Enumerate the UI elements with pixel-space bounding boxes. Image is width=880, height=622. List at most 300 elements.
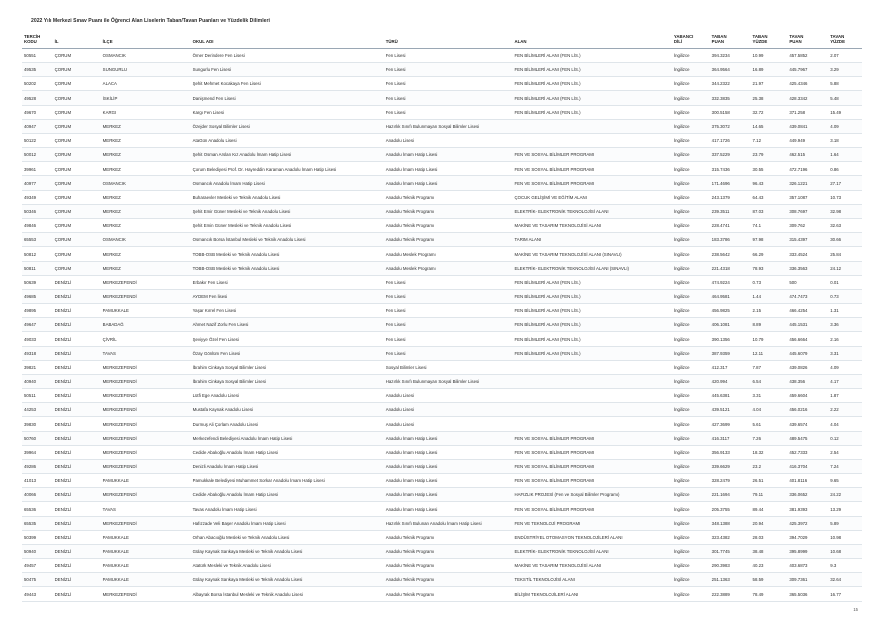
cell-taban-puan: 251.1363 (710, 573, 751, 587)
cell-taban-puan: 301.7745 (710, 544, 751, 558)
cell-turu: Hazırlık Sınıfı Bulunan Anadolu İmam Hatip Lisesi (384, 516, 513, 530)
cell-turu: Anadolu Teknik Programı (384, 190, 513, 204)
cell-il: DENİZLİ (53, 587, 101, 601)
cell-taban-yuzde: 7.26 (751, 431, 788, 445)
table-row (22, 119, 862, 133)
cell-tercih-kodu: 50012 (22, 148, 53, 162)
cell-tavan-puan: 403.6873 (787, 559, 828, 573)
cell-tavan-yuzde: 0.01 (828, 275, 862, 289)
cell-turu: Sosyal Bilimler Lisesi (384, 360, 513, 374)
cell-ilce: MERKEZ (101, 133, 191, 147)
column-header-tavan-yuzde (828, 34, 862, 49)
cell-tavan-puan: 456.0216 (787, 403, 828, 417)
cell-taban-puan: 239.3511 (710, 204, 751, 218)
cell-tavan-yuzde: 5.88 (828, 77, 862, 91)
cell-taban-puan: 222.3889 (710, 587, 751, 601)
cell-alan: TARIM ALANI (512, 233, 671, 247)
cell-okul-adi: Ahmet Nazif Zorlu Fen Lisesi (191, 318, 384, 332)
cell-taban-yuzde: 7.12 (751, 133, 788, 147)
cell-yabanci-dili: İngilizce (672, 233, 710, 247)
cell-ilce: MERKEZ (101, 247, 191, 261)
cell-il: ÇORUM (53, 162, 101, 176)
cell-tavan-puan: 336.3563 (787, 261, 828, 275)
cell-tavan-yuzde: 1.87 (828, 389, 862, 403)
table-row (22, 360, 862, 374)
cell-ilce: TAVAS (101, 502, 191, 516)
cell-il: DENİZLİ (53, 289, 101, 303)
cell-taban-yuzde: 78.49 (751, 587, 788, 601)
cell-turu: Fen Lisesi (384, 77, 513, 91)
cell-taban-yuzde: 74.1 (751, 219, 788, 233)
cell-turu: Anadolu Teknik Programı (384, 233, 513, 247)
cell-yabanci-dili: İngilizce (672, 148, 710, 162)
cell-tavan-puan: 308.7697 (787, 204, 828, 218)
cell-yabanci-dili: İngilizce (672, 559, 710, 573)
cell-ilce: MERKEZEFENDİ (101, 516, 191, 530)
cell-okul-adi: Cedide Abalıoğlu Anadolu İmam Hatip Lisesi (191, 445, 384, 459)
header-line-1: TERCİH (24, 33, 41, 39)
cell-il: DENİZLİ (53, 559, 101, 573)
cell-tercih-kodu: 50122 (22, 133, 53, 147)
cell-ilce: PAMUKKALE (101, 573, 191, 587)
table-row (22, 148, 862, 162)
cell-alan: TEKSTİL TEKNOLOJİSİ ALANI (512, 573, 671, 587)
cell-tavan-puan: 489.5475 (787, 431, 828, 445)
cell-turu: Anadolu Teknik Programı (384, 587, 513, 601)
column-header-taban-yuzde (751, 34, 788, 49)
cell-yabanci-dili: İngilizce (672, 289, 710, 303)
cell-yabanci-dili: İngilizce (672, 275, 710, 289)
cell-okul-adi: Osmancık Anadolu İmam Hatip Lisesi (191, 176, 384, 190)
cell-alan: ELEKTRİK- ELEKTRONİK TEKNOLOJİSİ ALANI (SINAVLI) (512, 261, 671, 275)
cell-turu: Fen Lisesi (384, 318, 513, 332)
cell-taban-puan: 406.1081 (710, 318, 751, 332)
cell-yabanci-dili: İngilizce (672, 48, 710, 62)
table-row (22, 474, 862, 488)
cell-yabanci-dili: İngilizce (672, 63, 710, 77)
cell-ilce: MERKEZEFENDİ (101, 275, 191, 289)
cell-okul-adi: AtaGün Anadolu Lisesi (191, 133, 384, 147)
cell-turu: Anadolu Teknik Programı (384, 559, 513, 573)
cell-taban-puan: 456.9825 (710, 304, 751, 318)
cell-tavan-puan: 445.1531 (787, 318, 828, 332)
cell-ilce: MERKEZ (101, 148, 191, 162)
cell-yabanci-dili: İngilizce (672, 261, 710, 275)
cell-okul-adi: Danişmend Fen Lisesi (191, 91, 384, 105)
cell-alan: FEN VE SOSYAL BİLİMLER PROGRAMI (512, 459, 671, 473)
cell-taban-puan: 315.7436 (710, 162, 751, 176)
cell-tercih-kodu: 50940 (22, 544, 53, 558)
cell-okul-adi: Cedide Abalıoğlu Anadolu İmam Hatip Lisesi (191, 488, 384, 502)
cell-okul-adi: Çorum Belediyesi Prof. Dr. Hayreddin Karaman Anadolu İmam Hatip Lisesi (191, 162, 384, 176)
cell-tercih-kodu: 65536 (22, 502, 53, 516)
cell-tavan-puan: 315.4397 (787, 233, 828, 247)
cell-tavan-puan: 425.4346 (787, 77, 828, 91)
table-row (22, 261, 862, 275)
header-line-2: PUAN (789, 39, 802, 45)
cell-alan: FEN VE TEKNOLOJİ PROGRAMI (512, 516, 671, 530)
cell-tavan-yuzde: 2.22 (828, 403, 862, 417)
cell-okul-adi: Özejder Sosyal Bilimler Lisesi (191, 119, 384, 133)
table-row (22, 346, 862, 360)
cell-tercih-kodu: 65553 (22, 233, 53, 247)
cell-okul-adi: Şehit Mehmet Kocakaya Fen Lisesi (191, 77, 384, 91)
cell-taban-yuzde: 58.59 (751, 573, 788, 587)
cell-tavan-puan: 445.6079 (787, 346, 828, 360)
cell-turu: Fen Lisesi (384, 346, 513, 360)
table-row (22, 233, 862, 247)
cell-okul-adi: Özay Gönlüm Fen Lisesi (191, 346, 384, 360)
header-line-2: YÜZDE (752, 39, 768, 45)
cell-alan: FEN BİLİMLERİ ALANI (FEN LİS.) (512, 63, 671, 77)
cell-tavan-puan: 401.8116 (787, 474, 828, 488)
cell-taban-puan: 228.4741 (710, 219, 751, 233)
cell-ilce: MERKEZEFENDİ (101, 445, 191, 459)
cell-alan: HAFIZLIK PROJESİ (Fen ve Sosyal Bilimler Programı) (512, 488, 671, 502)
cell-yabanci-dili: İngilizce (672, 431, 710, 445)
cell-il: DENİZLİ (53, 488, 101, 502)
cell-tavan-yuzde: 15.49 (828, 105, 862, 119)
cell-ilce: MERKEZEFENDİ (101, 459, 191, 473)
cell-taban-puan: 427.3699 (710, 417, 751, 431)
cell-tavan-puan: 309.762 (787, 219, 828, 233)
cell-taban-yuzde: 8.89 (751, 318, 788, 332)
cell-turu: Anadolu Teknik Programı (384, 219, 513, 233)
cell-okul-adi: Albayrak Borsa İstanbul Mesleki ve Teknik Anadolu Lisesi (191, 587, 384, 601)
cell-yabanci-dili: İngilizce (672, 219, 710, 233)
cell-tavan-yuzde: 4.09 (828, 119, 862, 133)
cell-yabanci-dili: İngilizce (672, 502, 710, 516)
cell-tercih-kodu: 50475 (22, 573, 53, 587)
column-header-okul-adi: OKUL ADI (191, 34, 384, 49)
cell-tercih-kodu: 49033 (22, 332, 53, 346)
cell-il: DENİZLİ (53, 459, 101, 473)
cell-turu: Anadolu Lisesi (384, 389, 513, 403)
cell-tercih-kodu: 50639 (22, 275, 53, 289)
cell-taban-puan: 323.4382 (710, 530, 751, 544)
cell-yabanci-dili: İngilizce (672, 190, 710, 204)
scores-table (22, 34, 862, 602)
table-row (22, 389, 862, 403)
cell-okul-adi: Gülay Kaynak Sarıkaya Mesleki ve Teknik Anadolu Lisesi (191, 544, 384, 558)
cell-turu: Fen Lisesi (384, 63, 513, 77)
header-line-1: TABAN (752, 33, 768, 39)
cell-taban-yuzde: 25.38 (751, 91, 788, 105)
cell-tavan-puan: 357.1087 (787, 190, 828, 204)
cell-tavan-puan: 459.6604 (787, 389, 828, 403)
cell-taban-yuzde: 78.93 (751, 261, 788, 275)
cell-okul-adi: Erbakır Fen Lisesi (191, 275, 384, 289)
cell-tercih-kodu: 40940 (22, 374, 53, 388)
cell-tercih-kodu: 39964 (22, 445, 53, 459)
column-header-alan: ALAN (512, 34, 671, 49)
cell-taban-yuzde: 0.73 (751, 275, 788, 289)
cell-tavan-puan: 381.9393 (787, 502, 828, 516)
cell-tercih-kodu: 39821 (22, 360, 53, 374)
cell-il: DENİZLİ (53, 389, 101, 403)
cell-taban-puan: 375.3072 (710, 119, 751, 133)
cell-taban-yuzde: 10.99 (751, 48, 788, 62)
cell-taban-yuzde: 97.98 (751, 233, 788, 247)
cell-turu: Anadolu İmam Hatip Lisesi (384, 459, 513, 473)
cell-tercih-kodu: 65535 (22, 516, 53, 530)
cell-turu: Hazırlık Sınıfı Bulunmayan Sosyal Bilimler Lisesi (384, 374, 513, 388)
cell-tavan-puan: 336.0652 (787, 488, 828, 502)
cell-alan: ELEKTRİK- ELEKTRONİK TEKNOLOJİSİ ALANI (512, 204, 671, 218)
cell-alan: FEN VE SOSYAL BİLİMLER PROGRAMI (512, 176, 671, 190)
cell-tavan-yuzde: 5.48 (828, 91, 862, 105)
cell-taban-puan: 243.1379 (710, 190, 751, 204)
cell-taban-yuzde: 7.87 (751, 360, 788, 374)
cell-ilce: KARGI (101, 105, 191, 119)
cell-tercih-kodu: 49443 (22, 587, 53, 601)
table-row (22, 176, 862, 190)
cell-il: DENİZLİ (53, 573, 101, 587)
header-line-2: PUAN (711, 39, 725, 45)
cell-turu: Anadolu Meslek Programı (384, 247, 513, 261)
column-header-ilce: İLÇE (101, 34, 191, 49)
cell-okul-adi: Osmancık Borsa İstanbul Mesleki ve Teknik Anadolu Lisesi (191, 233, 384, 247)
cell-taban-yuzde: 23.79 (751, 148, 788, 162)
cell-okul-adi: Şeviyye Özel Fen Lisesi (191, 332, 384, 346)
cell-tercih-kodu: 49318 (22, 346, 53, 360)
cell-taban-puan: 337.5229 (710, 148, 751, 162)
cell-tavan-yuzde: 0.12 (828, 431, 862, 445)
table-row (22, 530, 862, 544)
cell-il: DENİZLİ (53, 474, 101, 488)
cell-taban-puan: 183.3786 (710, 233, 751, 247)
cell-taban-yuzde: 20.94 (751, 516, 788, 530)
cell-tavan-puan: 425.3972 (787, 516, 828, 530)
cell-tavan-yuzde: 9.3 (828, 559, 862, 573)
cell-taban-yuzde: 18.32 (751, 445, 788, 459)
cell-tavan-yuzde: 10.73 (828, 190, 862, 204)
cell-ilce: MERKEZEFENDİ (101, 374, 191, 388)
cell-turu: Fen Lisesi (384, 105, 513, 119)
cell-ilce: MERKEZ (101, 190, 191, 204)
cell-ilce: MERKEZ (101, 119, 191, 133)
cell-okul-adi: Buharaevler Mesleki ve Teknik Anadolu Lisesi (191, 190, 384, 204)
cell-il: DENİZLİ (53, 530, 101, 544)
header-line-1: TAVAN (789, 33, 804, 39)
page-title: 2022 Yılı Merkezi Sınav Puanı ile Öğrenci Alan Liselerin Taban/Tavan Puanları ve Yüzdelik Dilimleri (31, 18, 270, 24)
cell-taban-puan: 390.1356 (710, 332, 751, 346)
cell-tavan-puan: 466.4254 (787, 304, 828, 318)
cell-tavan-yuzde: 3.31 (828, 346, 862, 360)
cell-alan (512, 119, 671, 133)
cell-taban-puan: 439.5121 (710, 403, 751, 417)
cell-turu: Anadolu İmam Hatip Lisesi (384, 431, 513, 445)
cell-tavan-yuzde: 10.68 (828, 544, 862, 558)
cell-tavan-yuzde: 24.12 (828, 261, 862, 275)
cell-tavan-puan: 456.6664 (787, 332, 828, 346)
cell-turu: Fen Lisesi (384, 289, 513, 303)
table-row (22, 559, 862, 573)
cell-taban-yuzde: 16.89 (751, 63, 788, 77)
cell-il: ÇORUM (53, 233, 101, 247)
cell-ilce: ÇİVRİL (101, 332, 191, 346)
cell-il: ÇORUM (53, 48, 101, 62)
cell-turu: Fen Lisesi (384, 304, 513, 318)
cell-taban-puan: 416.3117 (710, 431, 751, 445)
cell-turu: Anadolu İmam Hatip Lisesi (384, 502, 513, 516)
cell-tercih-kodu: 49457 (22, 559, 53, 573)
cell-alan: FEN VE SOSYAL BİLİMLER PROGRAMI (512, 445, 671, 459)
cell-turu: Hazırlık Sınıfı Bulunmayan Sosyal Bilimler Lisesi (384, 119, 513, 133)
cell-taban-yuzde: 64.43 (751, 190, 788, 204)
cell-yabanci-dili: İngilizce (672, 91, 710, 105)
cell-tavan-yuzde: 3.36 (828, 318, 862, 332)
cell-tercih-kodu: 39830 (22, 417, 53, 431)
cell-yabanci-dili: İngilizce (672, 360, 710, 374)
cell-turu: Anadolu İmam Hatip Lisesi (384, 488, 513, 502)
cell-tavan-yuzde: 25.84 (828, 247, 862, 261)
cell-taban-yuzde: 26.51 (751, 474, 788, 488)
cell-tavan-puan: 371.258 (787, 105, 828, 119)
cell-tercih-kodu: 49670 (22, 105, 53, 119)
cell-taban-yuzde: 10.79 (751, 332, 788, 346)
cell-alan: FEN VE SOSYAL BİLİMLER PROGRAMI (512, 148, 671, 162)
cell-alan: BİLİŞİM TEKNOLOJİLERİ ALANI (512, 587, 671, 601)
cell-okul-adi: AYDEM Fen lisesi (191, 289, 384, 303)
cell-okul-adi: Durmuş Ali Çorlam Anadolu Lisesi (191, 417, 384, 431)
cell-ilce: MERKEZEFENDİ (101, 417, 191, 431)
table-row (22, 502, 862, 516)
cell-ilce: MERKEZEFENDİ (101, 403, 191, 417)
cell-turu: Anadolu Lisesi (384, 417, 513, 431)
cell-turu: Anadolu Teknik Programı (384, 530, 513, 544)
cell-tavan-yuzde: 4.04 (828, 417, 862, 431)
page-number: 15 (853, 607, 858, 612)
cell-taban-yuzde: 32.72 (751, 105, 788, 119)
cell-tavan-yuzde: 3.29 (828, 63, 862, 77)
cell-turu: Fen Lisesi (384, 91, 513, 105)
cell-alan (512, 133, 671, 147)
cell-taban-yuzde: 1.44 (751, 289, 788, 303)
cell-tavan-yuzde: 13.29 (828, 502, 862, 516)
table-row (22, 63, 862, 77)
table-row (22, 431, 862, 445)
cell-taban-puan: 364.9564 (710, 63, 751, 77)
cell-tercih-kodu: 40977 (22, 176, 53, 190)
cell-taban-yuzde: 5.61 (751, 417, 788, 431)
cell-tavan-puan: 439.0826 (787, 360, 828, 374)
cell-tavan-puan: 416.3704 (787, 459, 828, 473)
cell-ilce: ALACA (101, 77, 191, 91)
table-row (22, 162, 862, 176)
cell-okul-adi: İbrahim Cinkaya Sosyal Bilimler Lisesi (191, 374, 384, 388)
cell-tavan-puan: 445.7967 (787, 63, 828, 77)
table-row (22, 289, 862, 303)
cell-taban-yuzde: 23.2 (751, 459, 788, 473)
cell-yabanci-dili: İngilizce (672, 133, 710, 147)
cell-tercih-kodu: 49535 (22, 63, 53, 77)
cell-taban-puan: 238.5642 (710, 247, 751, 261)
cell-alan: FEN VE SOSYAL BİLİMLER PROGRAMI (512, 431, 671, 445)
cell-ilce: MERKEZ (101, 162, 191, 176)
cell-taban-puan: 348.1388 (710, 516, 751, 530)
cell-taban-puan: 171.4696 (710, 176, 751, 190)
table-row (22, 219, 862, 233)
cell-tercih-kodu: 50346 (22, 204, 53, 218)
cell-ilce: MERKEZEFENDİ (101, 488, 191, 502)
column-header-il: İL (53, 34, 101, 49)
cell-ilce: PAMUKKALE (101, 474, 191, 488)
cell-tavan-yuzde: 0.86 (828, 162, 862, 176)
cell-yabanci-dili: İngilizce (672, 119, 710, 133)
table-row (22, 445, 862, 459)
table-row (22, 318, 862, 332)
cell-taban-puan: 464.9581 (710, 289, 751, 303)
cell-ilce: MERKEZ (101, 204, 191, 218)
cell-tavan-puan: 365.5036 (787, 587, 828, 601)
cell-ilce: MERKEZ (101, 219, 191, 233)
cell-tercih-kodu: 50511 (22, 389, 53, 403)
cell-il: ÇORUM (53, 148, 101, 162)
cell-tavan-puan: 462.515 (787, 148, 828, 162)
cell-il: ÇORUM (53, 261, 101, 275)
column-header-turu: TÜRÜ (384, 34, 513, 49)
cell-alan: FEN BİLİMLERİ ALANI (FEN LİS.) (512, 91, 671, 105)
cell-tercih-kodu: 49846 (22, 219, 53, 233)
cell-okul-adi: TOBB-OSB Mesleki ve Teknik Anadolu Lisesi (191, 261, 384, 275)
cell-turu: Anadolu Lisesi (384, 403, 513, 417)
header-line-2: KODU (24, 39, 37, 45)
cell-tercih-kodu: 41013 (22, 474, 53, 488)
table-body (22, 48, 862, 601)
cell-il: ÇORUM (53, 204, 101, 218)
cell-tavan-yuzde: 2.54 (828, 445, 862, 459)
cell-tavan-puan: 439.6574 (787, 417, 828, 431)
cell-tavan-puan: 449.949 (787, 133, 828, 147)
cell-tavan-yuzde: 2.16 (828, 332, 862, 346)
cell-taban-puan: 344.2322 (710, 77, 751, 91)
cell-taban-puan: 387.9359 (710, 346, 751, 360)
cell-yabanci-dili: İngilizce (672, 474, 710, 488)
cell-okul-adi: Ömer Derindere Fen Lisesi (191, 48, 384, 62)
cell-turu: Anadolu Lisesi (384, 133, 513, 147)
cell-taban-puan: 474.9224 (710, 275, 751, 289)
cell-taban-puan: 420.994 (710, 374, 751, 388)
cell-tercih-kodu: 39961 (22, 162, 53, 176)
cell-ilce: MERKEZEFENDİ (101, 360, 191, 374)
cell-taban-yuzde: 40.23 (751, 559, 788, 573)
cell-alan: FEN BİLİMLERİ ALANI (FEN LİS.) (512, 346, 671, 360)
cell-ilce: MERKEZ (101, 261, 191, 275)
cell-tercih-kodu: 49528 (22, 91, 53, 105)
cell-tavan-yuzde: 7.24 (828, 459, 862, 473)
cell-tercih-kodu: 50551 (22, 48, 53, 62)
table-row (22, 459, 862, 473)
cell-taban-yuzde: 30.55 (751, 162, 788, 176)
cell-tercih-kodu: 49685 (22, 289, 53, 303)
cell-taban-puan: 328.2479 (710, 474, 751, 488)
table-row (22, 573, 862, 587)
cell-yabanci-dili: İngilizce (672, 445, 710, 459)
cell-tavan-puan: 500 (787, 275, 828, 289)
cell-tavan-puan: 326.1221 (787, 176, 828, 190)
cell-okul-adi: Şehit Emin Güner Mesleki ve Teknik Anadolu Lisesi (191, 219, 384, 233)
cell-okul-adi: Pamukkale Belediyesi Muhammet Sorkar Anadolu İmam Hatip Lisesi (191, 474, 384, 488)
cell-alan: FEN BİLİMLERİ ALANI (FEN LİS.) (512, 332, 671, 346)
cell-taban-yuzde: 4.04 (751, 403, 788, 417)
cell-il: DENİZLİ (53, 403, 101, 417)
cell-alan: ELEKTRİK- ELEKTRONİK TEKNOLOJİSİ ALANI (512, 544, 671, 558)
cell-turu: Anadolu Teknik Programı (384, 204, 513, 218)
cell-tavan-puan: 438.356 (787, 374, 828, 388)
cell-tavan-yuzde: 24.22 (828, 488, 862, 502)
cell-il: DENİZLİ (53, 516, 101, 530)
